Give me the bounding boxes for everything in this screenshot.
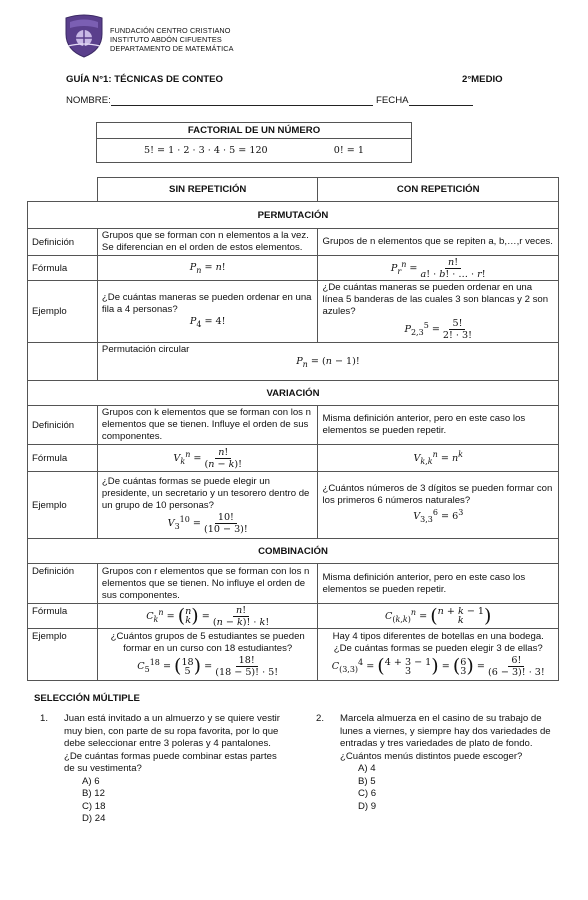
comb-example-sin-text: ¿Cuántos grupos de 5 estudiantes se pueden formar en un curso con 18 estudiantes?	[110, 631, 305, 654]
row-label: Fórmula	[28, 604, 98, 629]
institution-line: DEPARTAMENTO DE MATEMÁTICA	[110, 44, 234, 53]
comb-example-con-text: Hay 4 tipos diferentes de botellas en una bodega. ¿De cuántas formas se pueden elegir 3 de ellas?	[332, 631, 544, 654]
factorial-formulas	[97, 139, 412, 163]
comb-def-con: Misma definición anterior, pero en este caso los elementos se pueden repetir.	[318, 564, 559, 604]
section-combinacion: COMBINACIÓN	[28, 539, 559, 564]
question-1	[40, 713, 290, 826]
perm-def-sin: Grupos que se forman con n elementos a la vez. Se diferencian en el orden de estos elementos.	[97, 229, 318, 256]
option[interactable]: B) 5	[358, 775, 376, 787]
name-line[interactable]	[111, 96, 373, 106]
row-label: Fórmula	[28, 256, 98, 281]
comb-def-sin: Grupos con r elementos que se forman con los n elementos que se tienen. No influye el orden de sus componentes.	[97, 564, 318, 604]
perm-def-con: Grupos de n elementos que se repiten a, b,…,r veces.	[318, 229, 559, 256]
name-label: NOMBRE:	[66, 95, 111, 106]
comb-example-con: Hay 4 tipos diferentes de botellas en una bodega. ¿De cuántas formas se pueden elegir 3 de ellas? $C_{(3,3)}^4$ = ( 4 + 3 − 1 3 ) = ( 6 3 ) = $\frac{6!}{(6 - 3)! \cdot 3!}$	[318, 629, 559, 681]
factorial-table	[96, 122, 412, 163]
comb-formula-sin: $C_k^n$ = ( n k ) = $\frac{n!}{(n - k)! \cdot k!}$	[97, 604, 318, 629]
perm-example-con: ¿De cuántas maneras se pueden ordenar en una línea 5 banderas de las cuales 3 son blancas y 2 son azules? $P_{2,3}^5$ = $\frac{5!}{2! \cdot 3!}$	[318, 281, 559, 343]
perm-circular-label: Permutación circular	[101, 344, 190, 355]
row-label: Definición	[28, 229, 98, 256]
row-label: Definición	[28, 406, 98, 445]
question-number: 1.	[40, 713, 49, 724]
multiple-choice-title: SELECCIÓN MÚLTIPLE	[34, 693, 140, 704]
var-example-sin: ¿De cuántas formas se puede elegir un presidente, un secretario y un tesorero dentro de un grupo de 10 personas? $V_3^{10}$ = $\frac{10!}{(10 - 3)!}$	[97, 472, 318, 539]
var-def-con: Misma definición anterior, pero en este caso los elementos se pueden repetir.	[318, 406, 559, 445]
option[interactable]: C) 18	[82, 800, 106, 812]
date-field[interactable]	[376, 95, 473, 106]
option[interactable]: C) 6	[358, 788, 377, 799]
section-permutacion: PERMUTACIÓN	[28, 202, 559, 229]
institution-line: FUNDACIÓN CENTRO CRISTIANO	[110, 26, 231, 35]
row-label: Ejemplo	[28, 472, 98, 539]
var-example-sin-text: ¿De cuántas formas se puede elegir un presidente, un secretario y un tesorero dentro de un grupo de 10 personas?	[101, 475, 310, 511]
row-label: Ejemplo	[28, 281, 98, 343]
perm-example-con-text: ¿De cuántas maneras se pueden ordenar en una línea 5 banderas de las cuales 3 son blancas y 2 son azules?	[322, 282, 549, 317]
institution-line: INSTITUTO ABDÓN CIFUENTES	[110, 35, 222, 44]
question-number: 2.	[316, 713, 325, 724]
perm-example-sin: ¿De cuántas maneras se pueden ordenar en una fila a 4 personas? $P_4 = 4$!	[97, 281, 318, 343]
var-formula-con: $V_{k,k}^n = n^k$	[318, 445, 559, 472]
factorial-zero: 0! = 1	[333, 145, 364, 156]
question-2	[316, 713, 556, 813]
options-list	[82, 776, 290, 826]
perm-example-sin-text: ¿De cuántas maneras se pueden ordenar en una fila a 4 personas?	[101, 292, 312, 316]
option[interactable]: A) 6	[82, 775, 100, 787]
institution-block	[110, 26, 234, 53]
perm-circular: Permutación circular $P_n = (n - 1)$!	[97, 343, 558, 381]
factorial-example: 5! = 1 · 2 · 3 · 4 · 5 = 120	[144, 145, 268, 156]
guide-title: GUÍA N°1: TÉCNICAS DE CONTEO	[66, 74, 223, 85]
school-logo	[62, 12, 106, 58]
question-text: Marcela almuerza en el casino de su trabajo de lunes a viernes, y siempre hay dos variedades de entradas y tres variedades de plato de fondo. ¿Cuántos menús distintos puede escoger?	[340, 713, 551, 762]
grade-label: 2°MEDIO	[462, 74, 503, 85]
perm-formula-sin: $P_n = n$!	[97, 256, 318, 281]
date-line[interactable]	[409, 96, 473, 106]
options-list	[358, 763, 556, 813]
comb-formula-con: $C_{(k,k)}^n$ = ( n + k − 1 k )	[318, 604, 559, 629]
var-example-con: ¿Cuántos números de 3 dígitos se pueden formar con los primeros 6 números naturales? $V_{3,3}^6 = 6^3$	[318, 472, 559, 539]
var-formula-sin: $V_k^n$ = $\frac{n!}{(n - k)!}$	[97, 445, 318, 472]
var-example-con-text: ¿Cuántos números de 3 dígitos se pueden formar con los primeros 6 números naturales?	[322, 483, 553, 507]
option[interactable]: D) 9	[358, 800, 377, 812]
option[interactable]: B) 12	[82, 788, 105, 799]
option[interactable]: A) 4	[358, 763, 376, 774]
factorial-title: FACTORIAL DE UN NÚMERO	[97, 123, 412, 139]
counting-techniques-table	[27, 177, 559, 681]
col-header-con: CON REPETICIÓN	[318, 178, 559, 202]
option[interactable]: D) 24	[82, 813, 106, 824]
perm-formula-con: $P_r^n$ = $\frac{n!}{a! \cdot b! \cdot \dots \cdot r!}$	[318, 256, 559, 281]
comb-example-sin: ¿Cuántos grupos de 5 estudiantes se pueden formar en un curso con 18 estudiantes? $C_5^{18}$ = ( 18 5 ) = $\frac{18!}{(18 - 5)! \cdot 5!}$	[97, 629, 318, 681]
section-variacion: VARIACIÓN	[28, 381, 559, 406]
row-label: Ejemplo	[28, 629, 98, 681]
col-header-sin: SIN REPETICIÓN	[97, 178, 318, 202]
row-label: Definición	[28, 564, 98, 604]
name-field[interactable]	[66, 95, 373, 106]
date-label: FECHA	[376, 95, 409, 106]
question-text: Juan está invitado a un almuerzo y se quiere vestir muy bien, con parte de su ropa favorita, por lo que debe seleccionar entre 3 poleras y 4 pantalones. ¿De cuántas formas puede combinar estas partes de su vestimenta?	[64, 713, 280, 774]
var-def-sin: Grupos con k elementos que se forman con los n elementos que se tienen. Influye el orden de sus componentes.	[97, 406, 318, 445]
row-label: Fórmula	[28, 445, 98, 472]
